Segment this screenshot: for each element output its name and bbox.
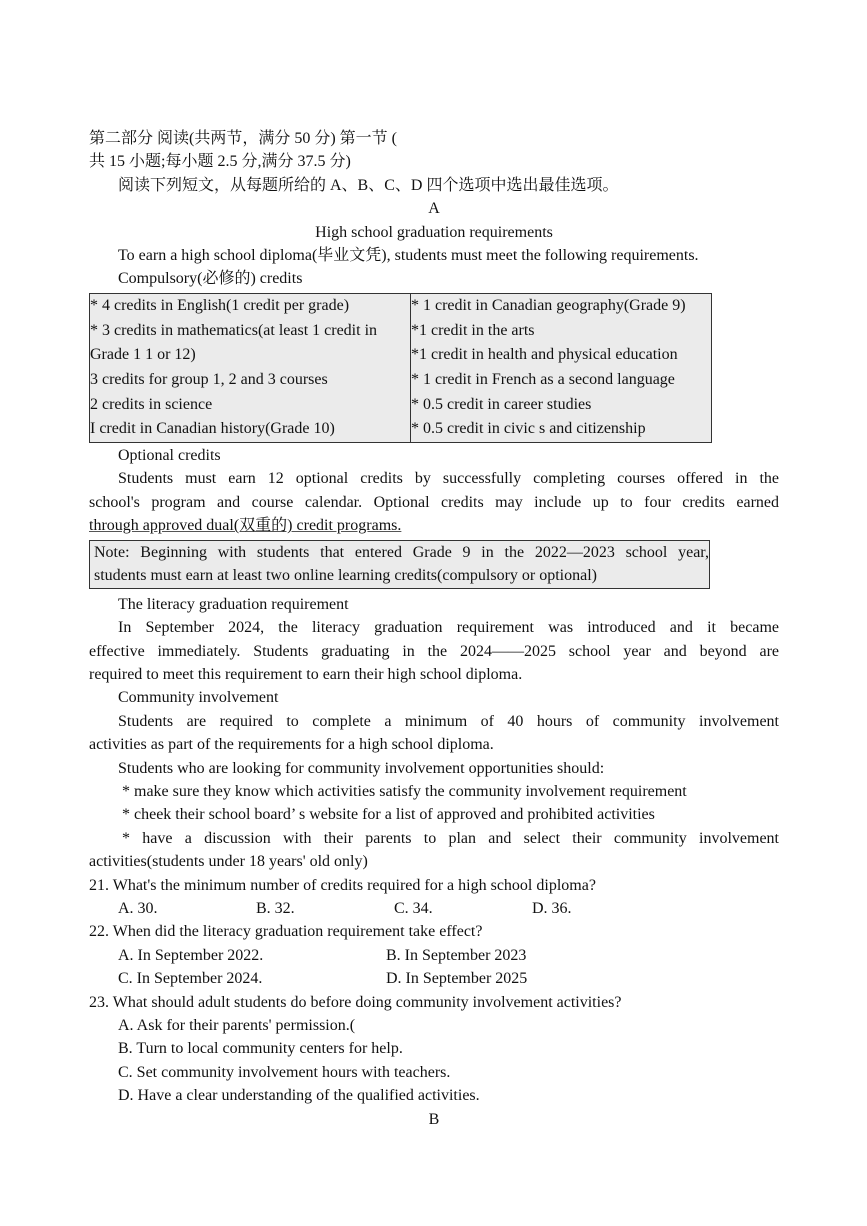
question-21-stem: 21. What's the minimum number of credits required for a high school diploma? <box>89 876 596 894</box>
table-row <box>90 293 712 318</box>
option-b: B. Turn to local community centers for help. <box>118 1040 403 1058</box>
option-c: C. Set community involvement hours with teachers. <box>118 1063 451 1081</box>
table-cell: * 0.5 credit in career studies <box>411 395 592 413</box>
table-cell: 2 credits in science <box>90 393 411 418</box>
table-cell: * 1 credit in French as a second language <box>411 370 675 388</box>
community-line-3: Students who are looking for community involvement opportunities should: <box>118 759 605 777</box>
compulsory-heading: Compulsory(必修的) credits <box>118 270 303 288</box>
page-content <box>89 127 779 1131</box>
optional-heading: Optional credits <box>118 447 221 465</box>
question-22-stem: 22. When did the literacy graduation requirement take effect? <box>89 923 483 941</box>
table-cell: Grade 1 1 or 12) <box>90 343 411 368</box>
literacy-line-2: effective immediately. Students graduating in the 2024——2025 school year and beyond are <box>89 642 779 660</box>
table-cell: I credit in Canadian history(Grade 10) <box>90 417 411 442</box>
community-bullet-1: * make sure they know which activities satisfy the community involvement requirement <box>122 782 687 800</box>
passage-b-label: B <box>428 1110 440 1128</box>
table-cell: * 0.5 credit in civic s and citizenship <box>411 420 646 438</box>
reading-instruction: 阅读下列短文，从每题所给的 A、B、C、D 四个选项中选出最佳选项。 <box>118 176 619 194</box>
question-21-options <box>89 897 779 920</box>
question-22-options-row-2 <box>89 967 779 990</box>
table-row <box>90 319 712 344</box>
optional-paragraph-line-2: school's program and course calendar. Optional credits may include up to four credits earned <box>89 493 779 511</box>
option-b: B. 32. <box>256 899 295 917</box>
passage-a-title: High school graduation requirements <box>315 223 553 241</box>
community-line-2: activities as part of the requirements for a high school diploma. <box>89 736 494 754</box>
optional-paragraph-line-1: Students must earn 12 optional credits by successfully completing courses offered in the <box>118 470 779 488</box>
note-line-1: Note: Beginning with students that entered Grade 9 in the 2022—2023 school year, <box>94 543 709 561</box>
note-line-2: students must earn at least two online learning credits(compulsory or optional) <box>94 567 597 585</box>
section-header-line-2: 共 15 小题;每小题 2.5 分,满分 37.5 分) <box>89 153 351 171</box>
option-b: B. In September 2023 <box>386 946 527 964</box>
section-header-line-1: 第二部分 阅读(共两节，满分 50 分) 第一节 ( <box>89 130 397 147</box>
passage-a-label: A <box>428 200 440 218</box>
table-cell: * 1 credit in Canadian geography(Grade 9) <box>411 296 686 314</box>
question-22-options-row-1 <box>89 944 779 967</box>
compulsory-credits-table <box>89 293 712 443</box>
option-a: A. In September 2022. <box>118 946 264 964</box>
option-d: D. In September 2025 <box>386 970 528 988</box>
community-heading: Community involvement <box>118 689 279 707</box>
table-cell: * 4 credits in English(1 credit per grade) <box>90 293 411 318</box>
table-cell: 3 credits for group 1, 2 and 3 courses <box>90 368 411 393</box>
community-bullet-3-continued: activities(students under 18 years' old only) <box>89 853 368 871</box>
table-row <box>90 393 712 418</box>
table-cell: *1 credit in the arts <box>411 321 535 339</box>
passage-intro: To earn a high school diploma(毕业文凭), students must meet the following requirements. <box>118 247 699 265</box>
table-row <box>90 343 712 368</box>
question-23-stem: 23. What should adult students do before doing community involvement activities? <box>89 993 622 1011</box>
table-cell: * 3 credits in mathematics(at least 1 credit in <box>90 319 411 344</box>
option-a: A. Ask for their parents' permission.( <box>118 1017 356 1034</box>
note-box <box>89 540 710 589</box>
community-line-1: Students are required to complete a minimum of 40 hours of community involvement <box>118 712 779 730</box>
community-bullet-2: * cheek their school board’ s website for a list of approved and prohibited activities <box>122 806 655 824</box>
table-row <box>90 368 712 393</box>
literacy-line-3: required to meet this requirement to earn their high school diploma. <box>89 665 523 683</box>
literacy-heading: The literacy graduation requirement <box>118 595 349 613</box>
literacy-line-1: In September 2024, the literacy graduation requirement was introduced and it became <box>118 619 779 637</box>
option-d: D. Have a clear understanding of the qualified activities. <box>118 1087 480 1105</box>
optional-paragraph-line-3: through approved dual(双重的) credit programs. <box>89 517 402 535</box>
table-row <box>90 417 712 442</box>
option-a: A. 30. <box>118 899 158 917</box>
option-d: D. 36. <box>532 899 572 917</box>
community-bullet-3: * have a discussion with their parents to plan and select their community involvement <box>122 829 779 847</box>
table-cell: *1 credit in health and physical education <box>411 346 678 364</box>
option-c: C. In September 2024. <box>118 970 263 988</box>
option-c: C. 34. <box>394 899 433 917</box>
